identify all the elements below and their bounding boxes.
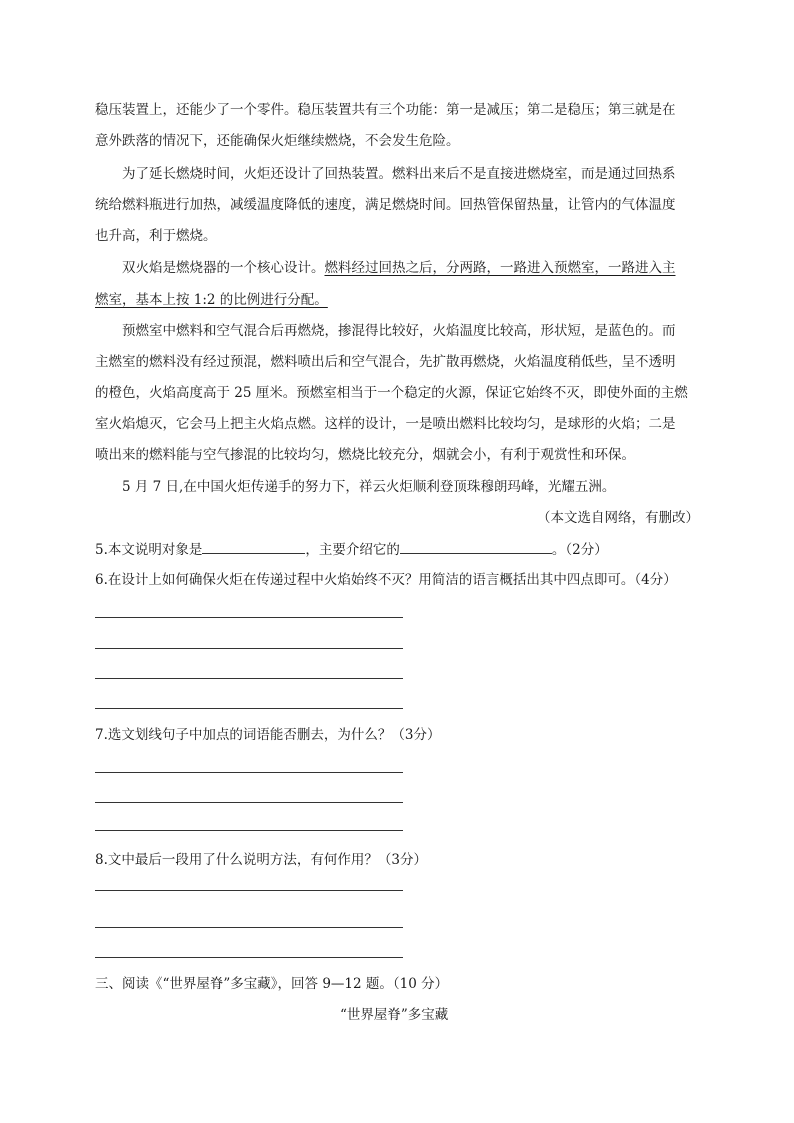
answer-line-q7-3[interactable] [95, 830, 403, 831]
paragraph-3-line-1 [122, 260, 676, 276]
answer-blank-object[interactable] [202, 541, 305, 554]
paragraph-3-line-2 [95, 292, 328, 308]
question-5-mid: ，主要介绍它的 [305, 542, 400, 558]
paragraph-2-line-3: 也升高，利于燃烧。 [95, 228, 217, 244]
underlined-sentence-part-2: 燃室，基本上按 1:2 的比例进行分配。 [95, 292, 328, 308]
paragraph-4-line-1: 预燃室中燃料和空气混合后再燃烧，掺混得比较好，火焰温度比较高，形状短，是蓝色的。而 [122, 323, 676, 339]
answer-line-q7-2[interactable] [95, 802, 403, 803]
section-3-heading: 三、阅读《“世界屋脊”多宝藏》，回答 9—12 题。（10 分） [95, 976, 449, 992]
paragraph-4-line-2: 主燃室的燃料没有经过预混，燃料喷出后和空气混合，先扩散再燃烧，火焰温度稍低些，呈不透明 [95, 354, 676, 370]
answer-line-q6-3[interactable] [95, 678, 403, 679]
question-7: 7.选文划线句子中加点的词语能否删去，为什么？（3分） [95, 727, 441, 743]
question-5-prefix: 5.本文说明对象是 [95, 542, 203, 558]
answer-line-q6-4[interactable] [95, 708, 403, 709]
question-5-suffix: 。（2分） [551, 542, 608, 558]
answer-line-q8-2[interactable] [95, 927, 403, 928]
answer-line-q7-1[interactable] [95, 772, 403, 773]
question-8: 8.文中最后一段用了什么说明方法，有何作用？（3分） [95, 852, 427, 868]
answer-line-q8-1[interactable] [95, 890, 403, 891]
answer-line-q6-1[interactable] [95, 617, 403, 618]
answer-blank-content[interactable] [400, 541, 552, 554]
source-note: （本文选自网络，有删改） [537, 510, 699, 526]
question-5 [95, 541, 608, 558]
paragraph-2-line-1: 为了延长燃烧时间，火炬还设计了回热装置。燃料出来后不是直接进燃烧室，而是通过回热系 [122, 166, 676, 182]
paragraph-5: 5 月 7 日,在中国火炬传递手的努力下，祥云火炬顺利登顶珠穆朗玛峰，光耀五洲。 [122, 479, 616, 495]
paragraph-4-line-5: 喷出来的燃料能与空气掺混的比较均匀，燃烧比较充分，烟就会小，有利于观赏性和环保。 [95, 447, 635, 463]
paragraph-1-line-1: 稳压装置上，还能少了一个零件。稳压装置共有三个功能：第一是减压；第二是稳压；第三就是在 [95, 102, 676, 118]
section-3-title: “世界屋脊”多宝藏 [340, 1007, 449, 1023]
paragraph-4-line-4: 室火焰熄灭，它会马上把主火焰点燃。这样的设计，一是喷出燃料比较均匀，是球形的火焰；二是 [95, 416, 676, 432]
paragraph-2-line-2: 统给燃料瓶进行加热，减缓温度降低的速度，满足燃烧时间。回热管保留热量，让管内的气体温度 [95, 197, 676, 213]
answer-line-q6-2[interactable] [95, 648, 403, 649]
paragraph-4-line-3: 的橙色，火焰高度高于 25 厘米。预燃室相当于一个稳定的火源，保证它始终不灭，即使外面的主燃 [95, 385, 688, 401]
question-6: 6.在设计上如何确保火炬在传递过程中火焰始终不灭？用简洁的语言概括出其中四点即可。（4分） [95, 572, 677, 588]
answer-line-q8-3[interactable] [95, 957, 403, 958]
underlined-sentence-part-1: 燃料经过回热之后，分两路，一路进入预燃室，一路进入主 [324, 260, 676, 276]
paragraph-1-line-2: 意外跌落的情况下，还能确保火炬继续燃烧，不会发生危险。 [95, 133, 460, 149]
paragraph-3-plain-text: 双火焰是燃烧器的一个核心设计。 [122, 260, 325, 276]
